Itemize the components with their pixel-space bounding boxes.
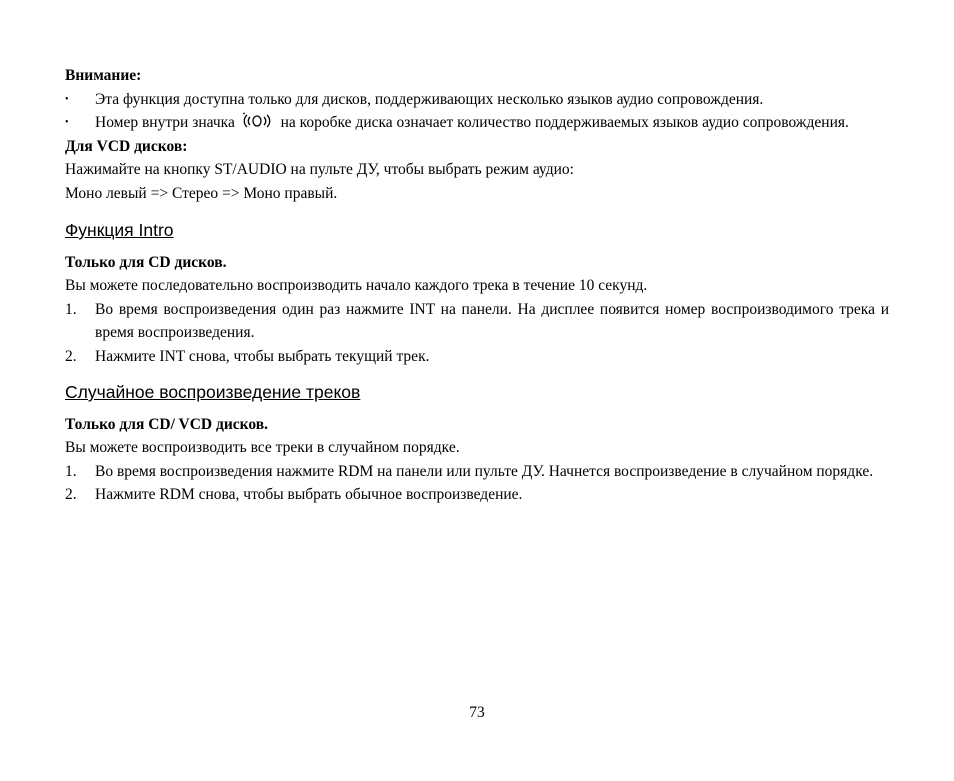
audio-language-icon bbox=[241, 112, 275, 130]
list-item bbox=[65, 111, 889, 135]
attention-list bbox=[65, 88, 889, 135]
bullet-icon: • bbox=[65, 117, 69, 128]
intro-subheading: Только для CD дисков. bbox=[65, 253, 227, 271]
intro-description: Вы можете последовательно воспроизводить начало каждого трека в течение 10 секунд. bbox=[65, 277, 648, 294]
intro-steps bbox=[65, 298, 889, 369]
attention-bullet-2-before: Номер внутри значка bbox=[95, 114, 235, 131]
step-text: Нажмите RDM снова, чтобы выбрать обычное воспроизведение. bbox=[95, 486, 523, 503]
random-description: Вы можете воспроизводить все треки в случайном порядке. bbox=[65, 439, 460, 456]
attention-heading: Внимание: bbox=[65, 67, 142, 84]
vcd-heading: Для VCD дисков: bbox=[65, 137, 188, 155]
step-number: 1. bbox=[65, 300, 77, 318]
list-item bbox=[65, 345, 889, 369]
list-item bbox=[65, 460, 889, 484]
list-item bbox=[65, 298, 889, 345]
step-number: 2. bbox=[65, 347, 77, 365]
random-section-title: Случайное воспроизведение треков bbox=[65, 382, 361, 402]
page-number: 73 bbox=[469, 704, 485, 721]
intro-section-title: Функция Intro bbox=[65, 220, 174, 240]
attention-bullet-2-after: на коробке диска означает количество поддерживаемых языков аудио сопровождения. bbox=[280, 114, 849, 131]
document-page bbox=[65, 64, 889, 507]
bullet-icon: • bbox=[65, 93, 69, 105]
random-steps bbox=[65, 460, 889, 507]
list-item bbox=[65, 483, 889, 507]
vcd-line-1: Нажимайте на кнопку ST/AUDIO на пульте ДУ, чтобы выбрать режим аудио: bbox=[65, 161, 574, 178]
step-text: Во время воспроизведения нажмите RDM на панели или пульте ДУ. Начнется воспроизведение в случайном порядке. bbox=[95, 462, 874, 480]
random-subheading: Только для CD/ VCD дисков. bbox=[65, 415, 268, 433]
attention-bullet-1: Эта функция доступна только для дисков, поддерживающих несколько языков аудио сопровождения. bbox=[95, 90, 764, 108]
step-number: 1. bbox=[65, 462, 77, 480]
step-text: Во время воспроизведения один раз нажмите INT на панели. На дисплее появится номер воспроизводимого трека и время воспроизведения. bbox=[95, 300, 889, 341]
step-text: Нажмите INT снова, чтобы выбрать текущий трек. bbox=[95, 347, 430, 365]
step-number: 2. bbox=[65, 486, 77, 503]
vcd-line-2: Моно левый => Стерео => Моно правый. bbox=[65, 184, 338, 202]
list-item bbox=[65, 88, 889, 112]
